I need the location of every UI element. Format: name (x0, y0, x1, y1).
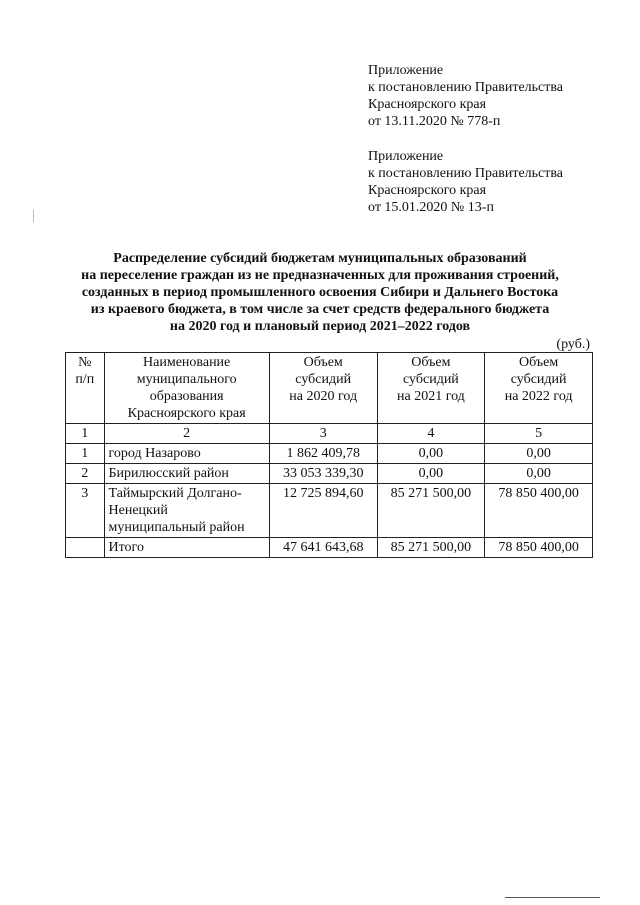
title-line: Распределение субсидий бюджетам муниципальных образований (113, 251, 527, 266)
amount-2021: 0,00 (377, 444, 485, 464)
appendix-2-line: Приложение (368, 149, 444, 164)
header-name: Наименование муниципального образования Красноярского края (104, 353, 269, 424)
amount-2022: 0,00 (485, 464, 593, 484)
amount-2022: 0,00 (485, 444, 593, 464)
column-index: 2 (104, 424, 269, 444)
amount-2020: 12 725 894,60 (269, 484, 377, 538)
amount-2021: 0,00 (377, 464, 485, 484)
row-number: 3 (66, 484, 105, 538)
municipality-name: город Назарово (104, 444, 269, 464)
table-row (66, 484, 593, 538)
total-2021: 85 271 500,00 (377, 538, 485, 558)
appendix-2-line: Красноярского края (368, 183, 487, 198)
title-line: созданных в период промышленного освоения Сибири и Дальнего Востока (81, 285, 559, 300)
document-title (40, 250, 600, 335)
total-2020: 47 641 643,68 (269, 538, 377, 558)
appendix-2-line: от 15.01.2020 № 13-п (368, 200, 494, 215)
row-number: 1 (66, 444, 105, 464)
row-number (66, 538, 105, 558)
currency-unit: (руб.) (556, 337, 590, 352)
header-2022: Объем субсидий на 2022 год (485, 353, 593, 424)
amount-2020: 33 053 339,30 (269, 464, 377, 484)
table-row (66, 444, 593, 464)
scan-mark (33, 210, 34, 222)
amount-2021: 85 271 500,00 (377, 484, 485, 538)
municipality-name: Таймырский Долгано-Ненецкий муниципальный район (104, 484, 269, 538)
appendix-1-line: к постановлению Правительства (368, 80, 564, 95)
column-index-row (66, 424, 593, 444)
header-2021: Объем субсидий на 2021 год (377, 353, 485, 424)
total-2022: 78 850 400,00 (485, 538, 593, 558)
header-number: № п/п (66, 353, 105, 424)
amount-2022: 78 850 400,00 (485, 484, 593, 538)
total-label: Итого (104, 538, 269, 558)
table-row (66, 464, 593, 484)
subsidies-table (65, 352, 593, 558)
column-index: 5 (485, 424, 593, 444)
title-line: на 2020 год и плановый период 2021–2022 годов (169, 319, 471, 334)
appendix-1-line: Приложение (368, 63, 444, 78)
title-line: из краевого бюджета, в том числе за счет средств федерального бюджета (90, 302, 550, 317)
amount-2020: 1 862 409,78 (269, 444, 377, 464)
appendix-note-1 (368, 62, 618, 130)
appendix-note-2 (368, 148, 618, 216)
title-line: на переселение граждан из не предназначенных для проживания строений, (81, 268, 559, 283)
column-index: 4 (377, 424, 485, 444)
appendix-2-line: к постановлению Правительства (368, 166, 564, 181)
municipality-name: Бирилюсский район (104, 464, 269, 484)
scan-edge-line (505, 897, 600, 898)
column-index: 3 (269, 424, 377, 444)
column-index: 1 (66, 424, 105, 444)
row-number: 2 (66, 464, 105, 484)
table-header-row (66, 353, 593, 424)
total-row (66, 538, 593, 558)
appendix-1-line: от 13.11.2020 № 778-п (368, 114, 501, 129)
header-2020: Объем субсидий на 2020 год (269, 353, 377, 424)
appendix-1-line: Красноярского края (368, 97, 487, 112)
